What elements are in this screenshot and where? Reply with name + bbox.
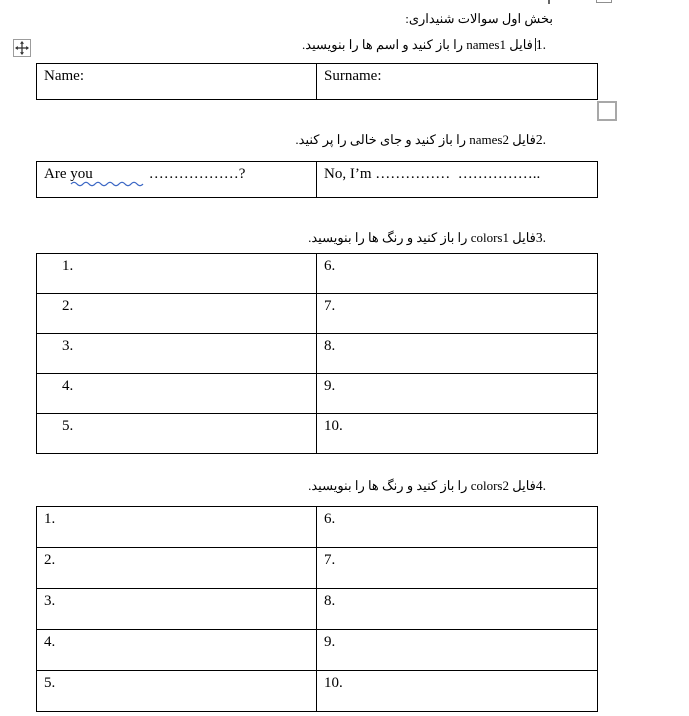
clipped-text-artifact [548,0,550,4]
answer-cell-9[interactable]: 9. [317,374,598,414]
answer-cell-7[interactable]: 7. [317,294,598,334]
names-table [36,63,598,100]
item-text: فایل names2 را باز کنید و جای خالی را پر کنید. [295,132,536,147]
spellcheck-wavy-underline [70,180,146,187]
answer-cell-2[interactable]: 2. [37,548,317,589]
answer-cell-1[interactable]: 1. [37,254,317,294]
instruction-item-1[interactable] [302,36,558,54]
answer-cell-10[interactable]: 10. [317,414,598,454]
answer-cell-6[interactable]: 6. [317,507,598,548]
fill-blank-table [36,161,598,198]
table-row [37,414,598,454]
answer-cell-9[interactable]: 9. [317,630,598,671]
table-row [37,64,598,100]
table-row [37,630,598,671]
misspelled-word: you [70,166,93,183]
answer-cell-10[interactable]: 10. [317,671,598,712]
instruction-item-4[interactable] [308,477,558,495]
table-row [37,374,598,414]
clipped-resize-square [596,0,612,3]
item-number: 2. [535,132,546,147]
section-title[interactable]: بخش اول سوالات شنیداری: [405,11,553,26]
question-prefix: Are [44,166,71,182]
table-row [37,671,598,712]
question-cell[interactable] [37,162,317,198]
item-number: 1. [535,37,546,52]
instruction-item-3[interactable] [308,229,558,247]
item-text: فایل colors1 را باز کنید و رنگ ها را بنویسید. [308,230,536,245]
table-row [37,548,598,589]
answer-cell[interactable]: No, I’m …………… …………….. [317,162,598,198]
surname-cell[interactable]: Surname: [317,64,598,100]
table-row [37,334,598,374]
move-cross-icon [15,41,29,55]
answer-cell-1[interactable]: 1. [37,507,317,548]
answer-cell-7[interactable]: 7. [317,548,598,589]
colors1-table [36,253,598,454]
table-row [37,294,598,334]
table-row [37,507,598,548]
question-dots: ………………? [148,166,246,182]
answer-cell-3[interactable]: 3. [37,589,317,630]
answer-cell-8[interactable]: 8. [317,334,598,374]
answer-cell-8[interactable]: 8. [317,589,598,630]
name-cell[interactable]: Name: [37,64,317,100]
table-row [37,162,598,198]
colors2-table [36,506,598,712]
answer-cell-5[interactable]: 5. [37,671,317,712]
item-text: فایل names1 را باز کنید و اسم ها را بنویسید. [302,37,533,52]
answer-cell-6[interactable]: 6. [317,254,598,294]
instruction-item-2[interactable] [295,131,558,149]
answer-cell-4[interactable]: 4. [37,374,317,414]
answer-cell-3[interactable]: 3. [37,334,317,374]
table-resize-handle[interactable] [597,101,617,121]
item-number: 4. [535,478,546,493]
table-move-handle[interactable] [13,39,31,57]
answer-cell-2[interactable]: 2. [37,294,317,334]
item-number: 3. [535,230,546,245]
item-text: فایل colors2 را باز کنید و رنگ ها را بنویسید. [308,478,536,493]
answer-cell-5[interactable]: 5. [37,414,317,454]
answer-cell-4[interactable]: 4. [37,630,317,671]
table-row [37,589,598,630]
table-row [37,254,598,294]
